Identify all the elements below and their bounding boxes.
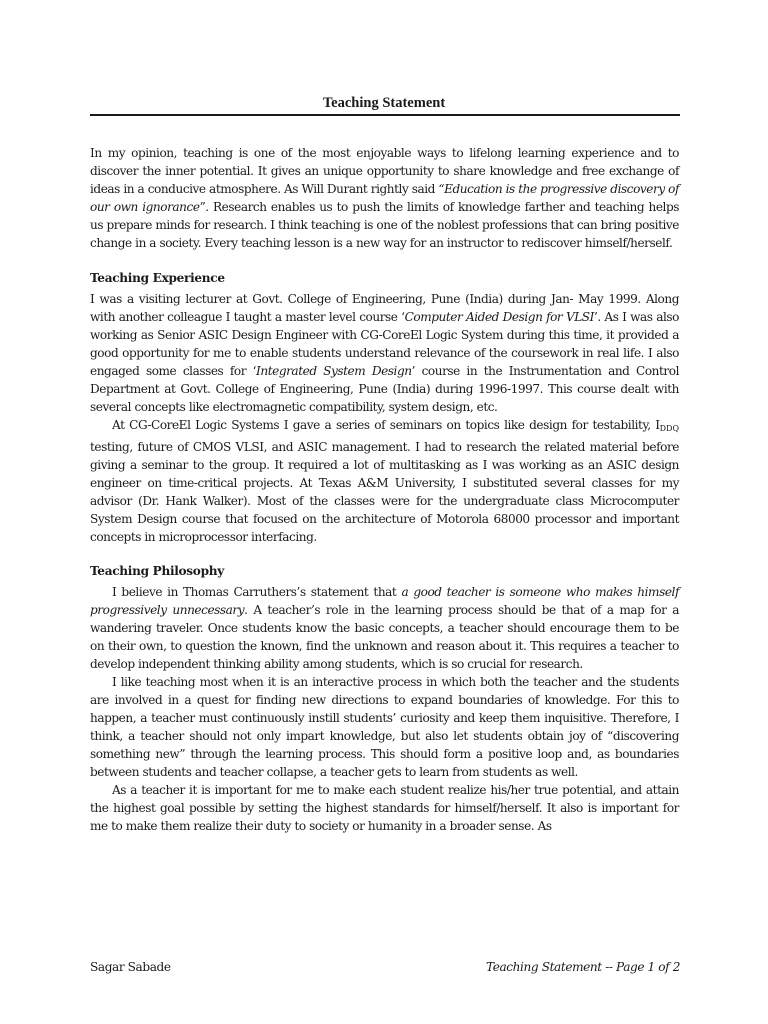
page-title: Teaching Statement [322, 95, 446, 111]
experience-heading: Teaching Experience [90, 271, 225, 285]
philosophy-paragraph-1 [90, 583, 679, 673]
seminar-text-cont: testing, future of CMOS VLSI, and ASIC management. I had to research the related material before giving a seminar to the group. It required a lot of multitasking as I was working as an ASIC design engineer on time-critical projects. At Texas A&M University, I substituted several classes for my advisor (Dr. Hank Walker). Most of the classes were for the undergraduate class Microcomputer System Design course that focused on the architecture of Motorola 68000 processor and important concepts in microprocessor interfacing. [90, 440, 679, 544]
experience-paragraph-1 [90, 290, 679, 416]
experience-paragraph-2 [90, 416, 679, 546]
iddq-subscript: DDQ [659, 424, 679, 433]
philosophy-text-cont: . A teacher’s role in the learning process should be that of a map for a wandering traveler. Once students know the basic concepts, a teacher should encourage them to be on their own, to question the known, find the unknown and reason about it. This requires a teacher to develop independent thinking ability among students, which is so crucial for research. [90, 603, 679, 671]
philosophy-heading: Teaching Philosophy [90, 564, 224, 578]
course-integrated-system: Integrated System Design [256, 364, 412, 378]
document-body [90, 144, 679, 835]
intro-text-cont: ”. Research enables us to push the limits of knowledge farther and teaching helps us prepare minds for research. I think teaching is one of the noblest professions that can bring positive change in a society. Every teaching lesson is a new way for an instructor to rediscover himself/herself. [90, 200, 679, 250]
experience-text: I was a visiting lecturer at Govt. College of Engineering, Pune (India) during Jan- May 1999. Along with another colleague I taught a master level course ‘ [90, 292, 679, 324]
intro-text: In my opinion, teaching is one of the most enjoyable ways to lifelong learning experience and to discover the inner potential. It gives an unique opportunity to share knowledge and free exchange of ideas in a conducive atmosphere. As Will Durant rightly said [90, 146, 679, 196]
course-vlsi: Computer Aided Design for VLSI [404, 310, 594, 324]
page-footer [90, 957, 680, 977]
experience-text-end: ’ course in the Instrumentation and Control Department at Govt. College of Engineering, Pune (India) during 1996-1997. This course dealt with several concepts like electromagnetic compatibility, system design, etc. [90, 364, 679, 414]
philosophy-paragraph-2: I like teaching most when it is an interactive process in which both the teacher and the students are involved in a quest for finding new directions to expand boundaries of knowledge. For this to happen, a teacher must continuously instill students’ curiosity and keep them inquisitive. Therefore, I think, a teacher should not only impart knowledge, but also let students obtain joy of “discovering something new” through the learning process. This should form a positive loop and, as boundaries between students and teacher collapse, a teacher gets to learn from students as well. [90, 675, 679, 779]
footer-page-label: Teaching Statement -- Page 1 of 2 [486, 960, 680, 974]
philosophy-text: I believe in Thomas Carruthers’s statement that [112, 585, 402, 599]
durant-quote: “Education is the progressive discovery of our own ignorance [90, 182, 679, 214]
carruthers-quote: a good teacher is someone who makes himself progressively unnecessary [90, 585, 679, 617]
philosophy-paragraph-3: As a teacher it is important for me to make each student realize his/her true potential, and attain the highest goal possible by setting the highest standards for himself/herself. It also is important for me to make them realize their duty to society or humanity in a broader sense. As [90, 783, 679, 833]
seminar-text: At CG-CoreEl Logic Systems I gave a series of seminars on topics like design for testability, I [112, 418, 660, 432]
footer-author: Sagar Sabade [90, 960, 171, 974]
experience-text-cont: ’. As I was also working as Senior ASIC Design Engineer with CG-CoreEl Logic System during this time, it provided a good opportunity for me to enable students understand relevance of the coursework in real life. I also engaged some classes for ‘ [90, 310, 679, 378]
title-rule [90, 114, 680, 116]
intro-paragraph [90, 144, 679, 252]
